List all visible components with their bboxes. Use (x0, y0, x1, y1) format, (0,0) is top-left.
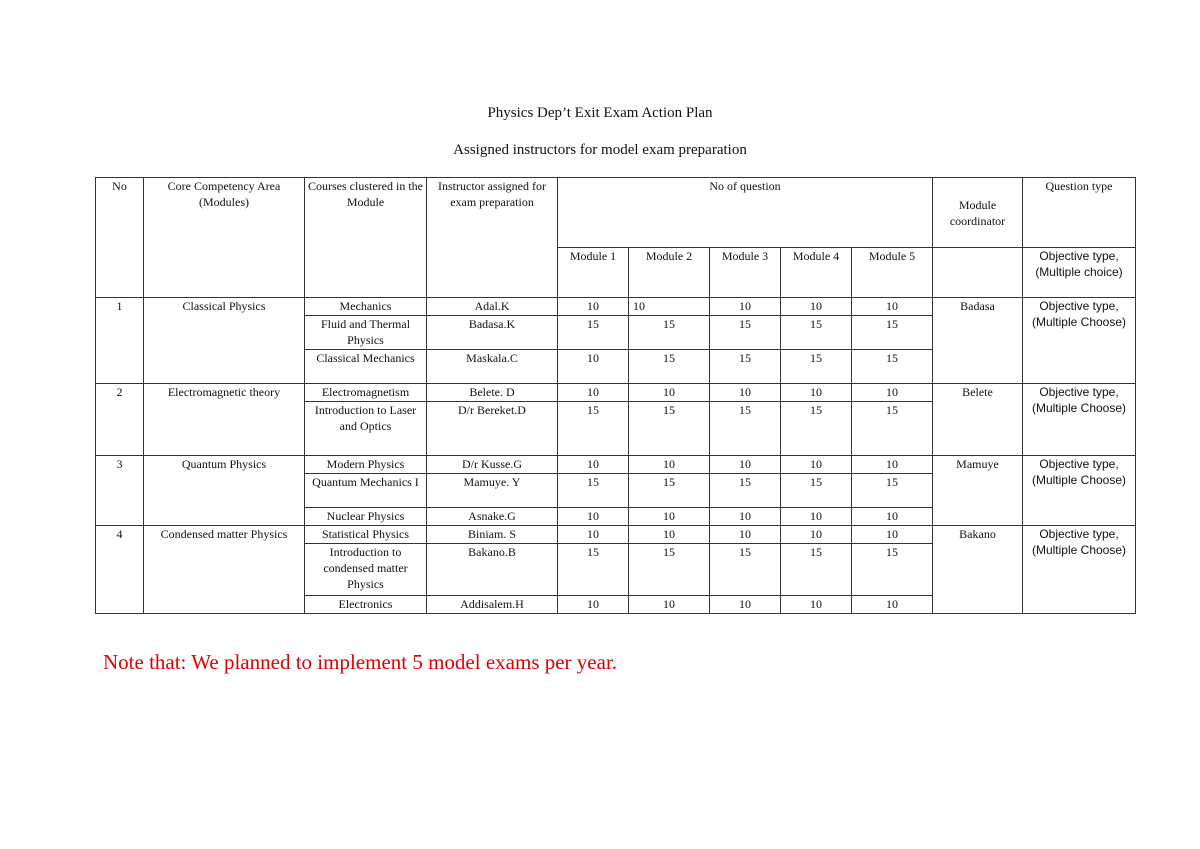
question-count-module-2: 15 (629, 350, 710, 384)
competency-area: Condensed matter Physics (144, 526, 305, 614)
header-area: Core Competency Area (Modules) (144, 178, 305, 298)
header-instructor: Instructor assigned for exam preparation (427, 178, 558, 298)
question-count-module-5: 10 (852, 384, 933, 402)
instructor-name: Addisalem.H (427, 596, 558, 614)
question-count-module-3: 10 (710, 508, 781, 526)
question-count-module-2: 10 (629, 298, 710, 316)
question-count-module-5: 10 (852, 526, 933, 544)
question-count-module-5: 10 (852, 596, 933, 614)
row-number: 3 (96, 456, 144, 526)
header-coordinator: Module coordinator (933, 178, 1023, 248)
question-count-module-2: 15 (629, 402, 710, 456)
instructor-name: D/r Bereket.D (427, 402, 558, 456)
question-type: Objective type, (Multiple Choose) (1023, 384, 1136, 456)
question-count-module-3: 15 (710, 316, 781, 350)
table-row (96, 298, 1136, 316)
question-type: Objective type, (Multiple Choose) (1023, 298, 1136, 384)
instructor-name: D/r Kusse.G (427, 456, 558, 474)
header-module-5: Module 5 (852, 248, 933, 298)
question-count-module-1: 10 (558, 298, 629, 316)
document-subtitle: Assigned instructors for model exam preparation (453, 142, 747, 158)
question-count-module-3: 10 (710, 298, 781, 316)
question-count-module-5: 15 (852, 402, 933, 456)
header-module-4: Module 4 (781, 248, 852, 298)
question-count-module-4: 15 (781, 402, 852, 456)
course-name: Introduction to condensed matter Physics (305, 544, 427, 596)
header-module-2: Module 2 (629, 248, 710, 298)
question-count-module-4: 10 (781, 526, 852, 544)
question-count-module-5: 15 (852, 544, 933, 596)
question-count-module-3: 15 (710, 350, 781, 384)
question-count-module-4: 10 (781, 596, 852, 614)
question-count-module-3: 15 (710, 544, 781, 596)
instructor-name: Badasa.K (427, 316, 558, 350)
question-count-module-1: 15 (558, 316, 629, 350)
header-no-of-question: No of question (558, 178, 933, 248)
question-count-module-2: 10 (629, 456, 710, 474)
question-count-module-3: 15 (710, 402, 781, 456)
module-coordinator: Belete (933, 384, 1023, 456)
question-count-module-1: 10 (558, 350, 629, 384)
header-module-1: Module 1 (558, 248, 629, 298)
question-type: Objective type, (Multiple Choose) (1023, 456, 1136, 526)
module-coordinator: Bakano (933, 526, 1023, 614)
header-no: No (96, 178, 144, 298)
question-count-module-2: 10 (629, 384, 710, 402)
question-count-module-5: 10 (852, 298, 933, 316)
question-count-module-1: 15 (558, 544, 629, 596)
question-count-module-4: 15 (781, 544, 852, 596)
question-count-module-4: 15 (781, 316, 852, 350)
question-count-module-5: 15 (852, 350, 933, 384)
course-name: Fluid and Thermal Physics (305, 316, 427, 350)
header-question-type-sub: Objective type, (Multiple choice) (1023, 248, 1136, 298)
row-number: 2 (96, 384, 144, 456)
instructor-name: Mamuye. Y (427, 474, 558, 508)
question-count-module-2: 10 (629, 526, 710, 544)
question-count-module-1: 15 (558, 402, 629, 456)
question-count-module-4: 10 (781, 298, 852, 316)
course-name: Modern Physics (305, 456, 427, 474)
table-row (96, 526, 1136, 544)
question-count-module-3: 10 (710, 526, 781, 544)
instructor-name: Bakano.B (427, 544, 558, 596)
competency-area: Classical Physics (144, 298, 305, 384)
row-number: 1 (96, 298, 144, 384)
question-count-module-1: 10 (558, 456, 629, 474)
question-count-module-3: 10 (710, 384, 781, 402)
competency-area: Quantum Physics (144, 456, 305, 526)
instructor-name: Asnake.G (427, 508, 558, 526)
course-name: Nuclear Physics (305, 508, 427, 526)
instructor-name: Biniam. S (427, 526, 558, 544)
header-courses: Courses clustered in the Module (305, 178, 427, 298)
question-count-module-5: 10 (852, 456, 933, 474)
question-count-module-1: 10 (558, 508, 629, 526)
header-module-3: Module 3 (710, 248, 781, 298)
question-type: Objective type, (Multiple Choose) (1023, 526, 1136, 614)
question-count-module-2: 15 (629, 316, 710, 350)
course-name: Introduction to Laser and Optics (305, 402, 427, 456)
instructor-name: Adal.K (427, 298, 558, 316)
module-coordinator: Badasa (933, 298, 1023, 384)
question-count-module-3: 15 (710, 474, 781, 508)
question-count-module-3: 10 (710, 456, 781, 474)
instructor-name: Maskala.C (427, 350, 558, 384)
question-count-module-4: 15 (781, 474, 852, 508)
header-question-type: Question type (1023, 178, 1136, 248)
document-title: Physics Dep’t Exit Exam Action Plan (487, 105, 713, 121)
question-count-module-3: 10 (710, 596, 781, 614)
question-count-module-1: 15 (558, 474, 629, 508)
question-count-module-4: 10 (781, 456, 852, 474)
course-name: Electromagnetism (305, 384, 427, 402)
row-number: 4 (96, 526, 144, 614)
question-count-module-4: 10 (781, 384, 852, 402)
table-row (96, 384, 1136, 402)
question-count-module-1: 10 (558, 384, 629, 402)
competency-area: Electromagnetic theory (144, 384, 305, 456)
question-count-module-4: 10 (781, 508, 852, 526)
question-count-module-1: 10 (558, 526, 629, 544)
note-text: Note that: We planned to implement 5 model exams per year. (103, 650, 618, 674)
course-name: Quantum Mechanics I (305, 474, 427, 508)
table-body (96, 178, 1136, 614)
course-name: Electronics (305, 596, 427, 614)
header-row (96, 178, 1136, 248)
instructor-name: Belete. D (427, 384, 558, 402)
module-coordinator: Mamuye (933, 456, 1023, 526)
question-count-module-4: 15 (781, 350, 852, 384)
question-count-module-5: 15 (852, 474, 933, 508)
header-coordinator-blank (933, 248, 1023, 298)
question-count-module-2: 15 (629, 544, 710, 596)
course-name: Mechanics (305, 298, 427, 316)
question-count-module-1: 10 (558, 596, 629, 614)
question-count-module-2: 15 (629, 474, 710, 508)
table-row (96, 456, 1136, 474)
question-count-module-5: 15 (852, 316, 933, 350)
question-count-module-2: 10 (629, 508, 710, 526)
course-name: Statistical Physics (305, 526, 427, 544)
course-name: Classical Mechanics (305, 350, 427, 384)
exam-plan-table (95, 177, 1136, 614)
question-count-module-2: 10 (629, 596, 710, 614)
question-count-module-5: 10 (852, 508, 933, 526)
